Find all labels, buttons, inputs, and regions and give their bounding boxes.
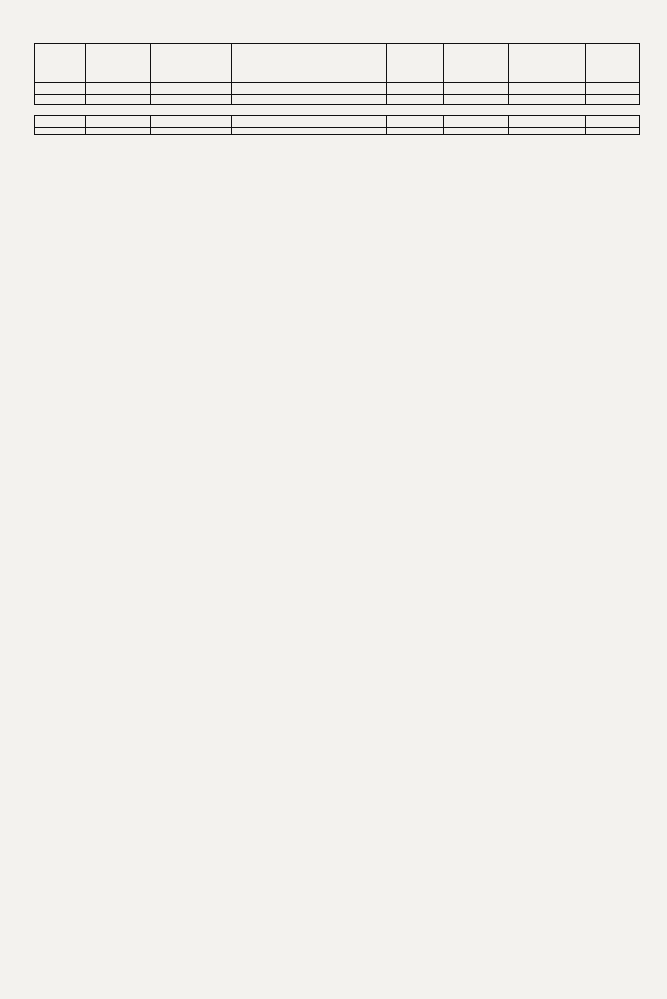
table-cell [509,101,586,105]
column-number-cell [387,83,444,95]
column-number-cell [151,83,232,95]
column-number-cell [232,116,387,128]
document-page [34,40,640,158]
table-cell [232,134,387,135]
table-cell [35,134,86,135]
column-number-cell [232,83,387,95]
table-row [35,134,640,135]
column-number-cell [387,116,444,128]
column-number-cell [86,116,151,128]
header-cell [586,44,640,83]
table-cell [387,101,444,105]
column-number-cell [444,116,509,128]
header-cell [509,44,586,83]
header-cell [387,44,444,83]
header-cell [151,44,232,83]
column-number-row [35,116,640,128]
table-cell [509,134,586,135]
column-number-row [35,83,640,95]
header-cell [444,44,509,83]
table-cell [151,134,232,135]
header-cell [35,44,86,83]
column-number-cell [509,83,586,95]
column-number-cell [509,116,586,128]
table-cell [387,134,444,135]
column-number-cell [35,116,86,128]
table-cell [586,101,640,105]
alternative-table [34,115,640,135]
header-cell [86,44,151,83]
column-number-cell [444,83,509,95]
table-cell [586,134,640,135]
table-cell [35,101,86,105]
column-number-cell [151,116,232,128]
table-cell [232,101,387,105]
table-row [35,101,640,105]
results-table [34,43,640,105]
table-cell [444,134,509,135]
table-header-row [35,44,640,83]
table-cell [151,101,232,105]
column-number-cell [586,83,640,95]
header-cell [232,44,387,83]
table-cell [86,101,151,105]
table-cell [444,101,509,105]
column-number-cell [586,116,640,128]
column-number-cell [35,83,86,95]
column-number-cell [86,83,151,95]
table-cell [86,134,151,135]
